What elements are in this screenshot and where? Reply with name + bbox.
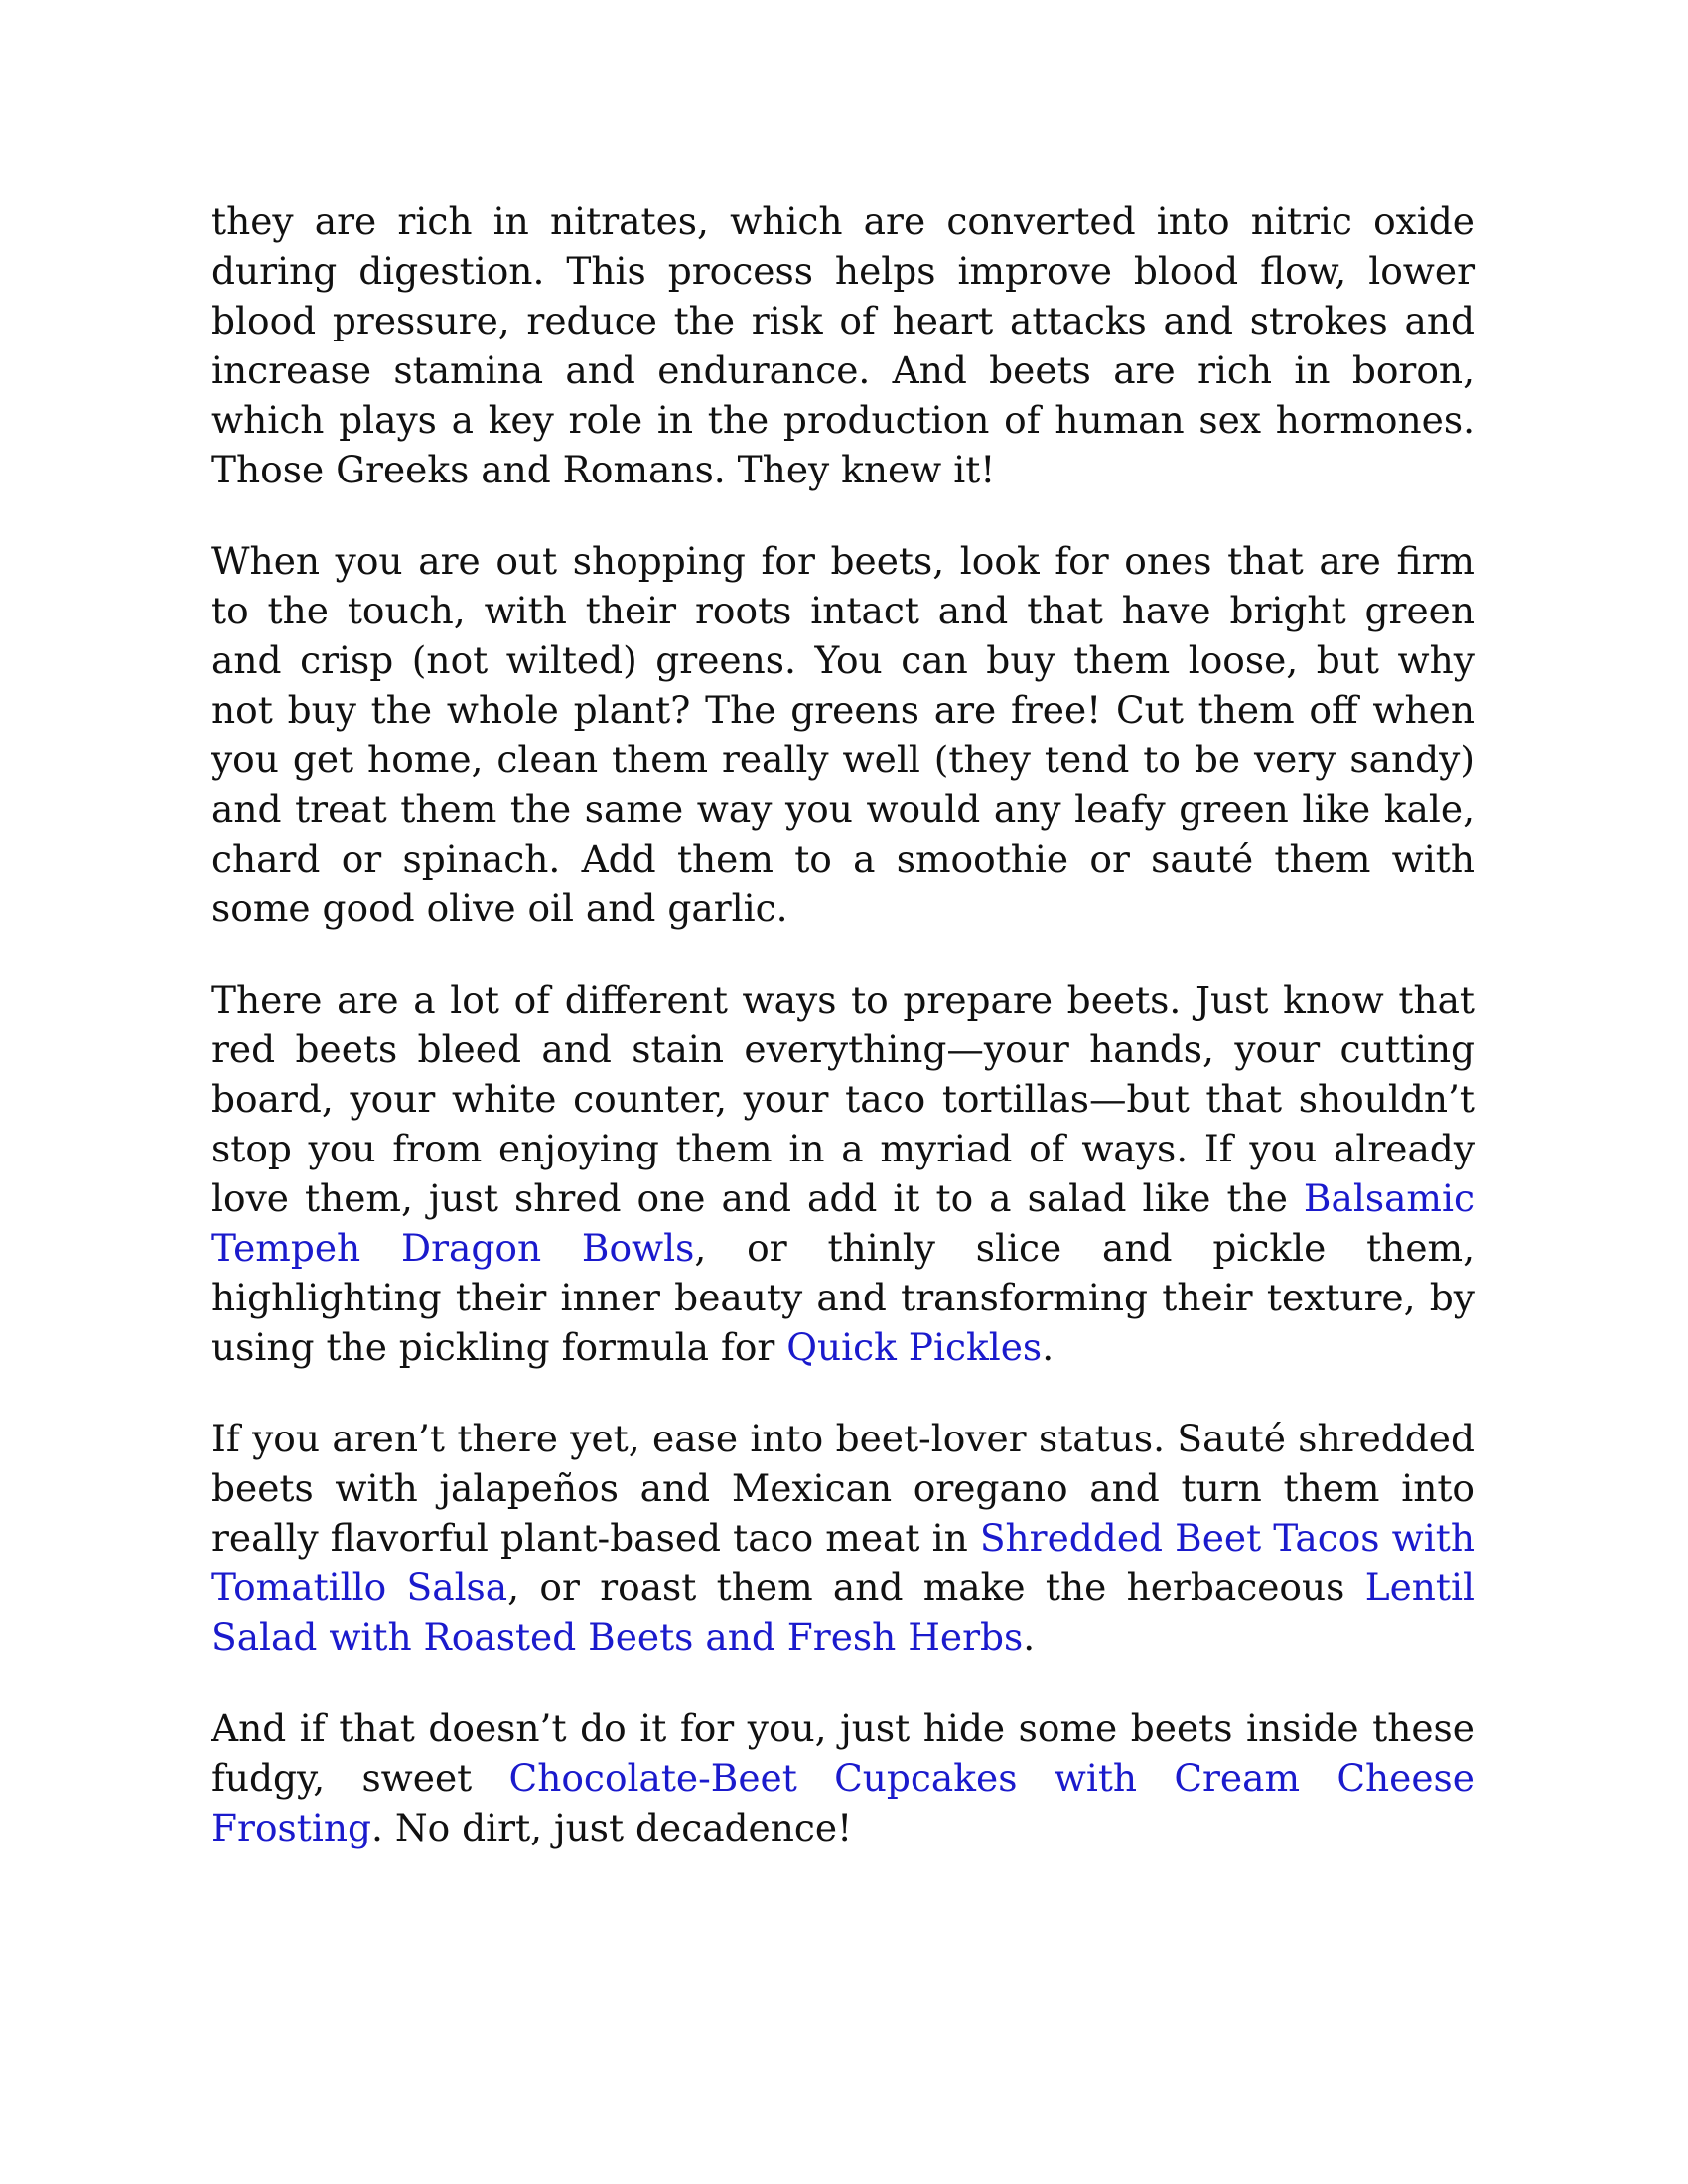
text-segment: , or roast them and make the herbaceous (507, 1566, 1365, 1609)
text-segment: , or thinly slice and pickle them, highlighting their inner beauty and transforming their texture, by using the pickling formula for (211, 1226, 1475, 1369)
link-chocolate-beet-cupcakes[interactable]: Chocolate-Beet Cupcakes with Cream Cheese Frosting (211, 1756, 1475, 1849)
link-lentil-salad[interactable]: Lentil Salad with Roasted Beets and Fresh Herbs (211, 1566, 1475, 1659)
text-segment: . (1042, 1325, 1055, 1369)
text-segment: And if that doesn’t do it for you, just hide some beets inside these fudgy, sweet (211, 1706, 1475, 1800)
text-segment: If you aren’t there yet, ease into beet-lover status. Sauté shredded beets with jalapeños and Mexican oregano and turn them into really flavorful plant-based taco meat in (211, 1417, 1475, 1560)
paragraph-5 (211, 1704, 1475, 1852)
paragraph-4 (211, 1414, 1475, 1662)
text-segment: There are a lot of different ways to prepare beets. Just know that red beets bleed and stain everything—your hands, your cutting board, your white counter, your taco tortillas—but that shouldn’t stop you from enjoying them in a myriad of ways. If you already love them, just shred one and add it to a salad like the (211, 978, 1475, 1220)
text-segment: . (1023, 1615, 1036, 1659)
paragraph-2 (211, 536, 1475, 933)
link-balsamic-tempeh-dragon-bowls[interactable]: Balsamic Tempeh Dragon Bowls (211, 1176, 1475, 1270)
link-quick-pickles[interactable]: Quick Pickles (786, 1325, 1043, 1369)
paragraph-3 (211, 975, 1475, 1372)
text-segment: they are rich in nitrates, which are converted into nitric oxide during digestion. This process helps improve blood flow, lower blood pressure, reduce the risk of heart attacks and strokes and increase stamina and endurance. And beets are rich in boron, which plays a key role in the production of human sex hormones. Those Greeks and Romans. They knew it! (211, 200, 1475, 491)
text-segment: When you are out shopping for beets, look for ones that are firm to the touch, with their roots intact and that have bright green and crisp (not wilted) greens. You can buy them loose, but why not buy the whole plant? The greens are free! Cut them off when you get home, clean them really well (they tend to be very sandy) and treat them the same way you would any leafy green like kale, chard or spinach. Add them to a smoothie or sauté them with some good olive oil and garlic. (211, 539, 1475, 930)
document-page (211, 197, 1475, 1894)
text-segment: . No dirt, just decadence! (371, 1806, 853, 1849)
link-shredded-beet-tacos[interactable]: Shredded Beet Tacos with Tomatillo Salsa (211, 1516, 1475, 1609)
paragraph-1 (211, 197, 1475, 494)
